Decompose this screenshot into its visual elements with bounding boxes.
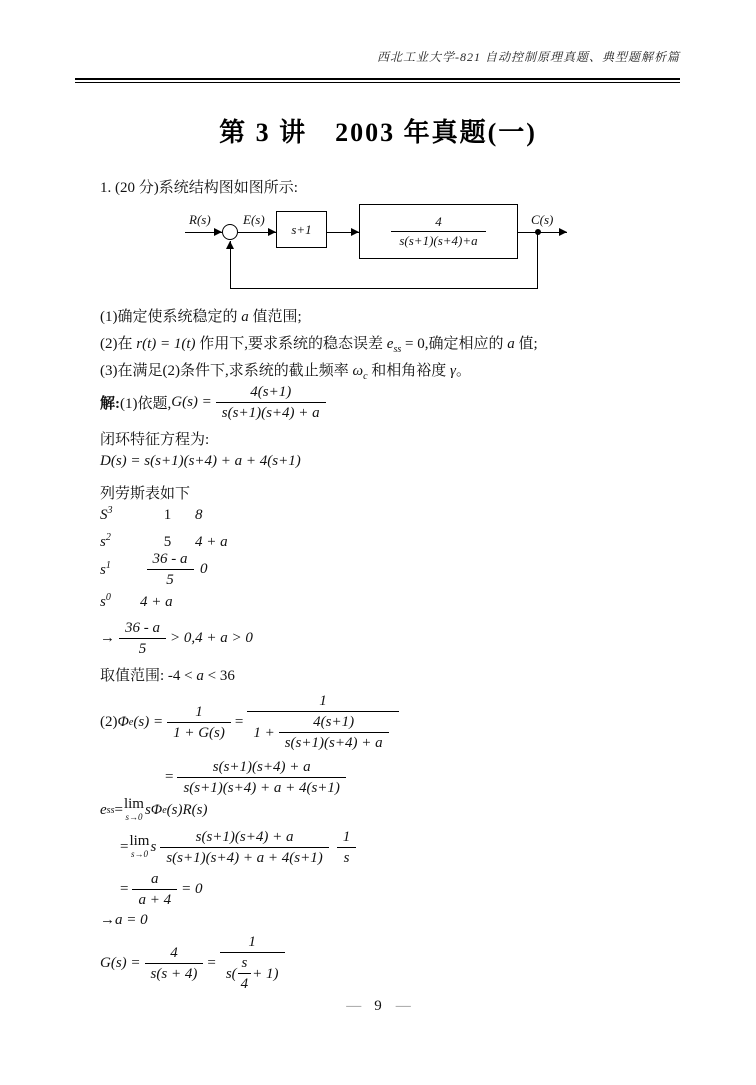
output-arrow-icon — [559, 228, 567, 236]
range-result: 取值范围: -4 < a < 36 — [100, 668, 235, 684]
error-transfer-simplified: = $\frac{s(s+1)(s+4) + a}{s(s+1)(s+4) + a + 4(s+1)}$ — [165, 757, 350, 797]
char-eq-label: 闭环特征方程为: — [100, 432, 210, 448]
routh-table-label: 列劳斯表如下 — [100, 486, 191, 502]
error-signal-label: E(s) — [243, 212, 265, 227]
routh-row-s2: $s^2$ 5 4 + a — [100, 532, 228, 550]
question-3: (3)在满足(2)条件下,求系统的截止频率 $\omega_c$ 和相角裕度 γ。 — [100, 363, 471, 382]
page-number-dash-right: — — [395, 998, 410, 1014]
feedback-arrow-icon — [226, 241, 234, 249]
ess-limit-expression: = lim s→0 s $\frac{s(s+1)(s+4) + a}{s(s+1)(s+4) + a + 4(s+1)}$ $\frac{1}{s}$ — [120, 826, 360, 868]
ess-result: = $\frac{a}{a + 4}$ = 0 — [120, 870, 203, 908]
nested-fraction-final: 1 s( $\frac{s}{4}$ + 1) — [220, 933, 285, 993]
problem-statement: 1. (20 分)系统结构图如图所示: — [100, 180, 298, 196]
plant-denominator: s(s+1)(s+4)+a — [391, 231, 485, 249]
summing-junction — [222, 224, 238, 240]
pickoff-point — [535, 229, 541, 235]
page-header-text: 西北工业大学-821 自动控制原理真题、典型题解析篇 — [377, 50, 680, 64]
page-number-dash-left: — — [346, 998, 361, 1014]
solution-intro: 解: (1)依题, G(s) = $\frac{4(s+1)}{s(s+1)(s+4) + a}$ — [100, 381, 330, 423]
page-number: — 9 — — [346, 998, 410, 1014]
ess-definition: e ss = lim s→0 s Φ e (s)R(s) — [100, 796, 208, 822]
input-signal-label: R(s) — [189, 212, 211, 227]
error-transfer-function: (2) Φ e (s) = $\frac{1}{1 + G(s)}$ = 1 1 + $\frac{4(s+1)}{s(s+1)(s+4) + a}$ — [100, 691, 403, 753]
gain-block — [276, 211, 327, 248]
output-signal-label: C(s) — [531, 212, 554, 227]
header-double-rule — [75, 78, 680, 83]
input-arrow-icon — [214, 228, 222, 236]
routh-row-s1: $s^1$ $\frac{36 - a}{5}$ 0 — [100, 550, 208, 588]
plant-numerator: 4 — [435, 213, 442, 229]
feedback-line-bottom — [230, 288, 538, 289]
question-1: (1)确定使系统稳定的 a 值范围; — [100, 309, 302, 325]
error-arrow-icon — [268, 228, 276, 236]
feedback-line-right — [537, 232, 538, 288]
a-value-result: →a = 0 — [100, 912, 148, 928]
routh-row-s0: $s^0$ 4 + a — [100, 592, 173, 610]
routh-row-s3: $S^3$ 1 8 — [100, 505, 203, 523]
plant-transfer-function — [391, 214, 485, 250]
gain-block-label: s+1 — [291, 221, 312, 237]
gain-to-plant-arrow-icon — [351, 228, 359, 236]
page-title: 第 3 讲 2003 年真题(一) — [219, 118, 537, 147]
plant-block — [359, 204, 518, 259]
block-diagram — [185, 198, 583, 294]
question-2: (2)在 r(t) = 1(t) 作用下,要求系统的稳态误差 $e_{ss} = 0$,确定相应的 a 值; — [100, 336, 538, 355]
final-open-loop-tf: G(s) = $\frac{4}{s(s + 4)}$ = 1 s( $\frac{s}{4}$ + 1) — [100, 935, 289, 991]
g-of-s-fraction: $\frac{4(s+1)}{s(s+1)(s+4) + a}$ — [216, 383, 326, 422]
characteristic-equation: D(s) = s(s+1)(s+4) + a + 4(s+1) — [100, 453, 301, 469]
stability-condition: → $\frac{36 - a}{5}$ > 0,4 + a > 0 — [100, 619, 253, 657]
nested-fraction: 1 1 + $\frac{4(s+1)}{s(s+1)(s+4) + a}$ — [247, 692, 398, 752]
